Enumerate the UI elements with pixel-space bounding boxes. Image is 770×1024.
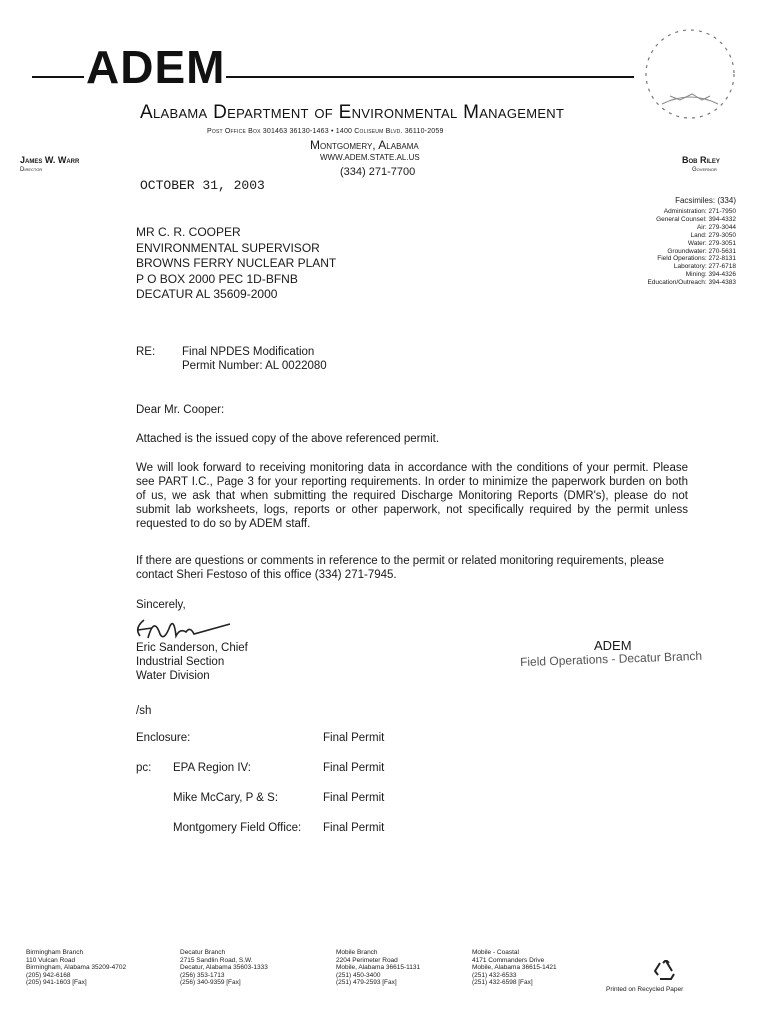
received-stamp-office: Field Operations - Decatur Branch: [519, 648, 703, 670]
fax-line: Groundwater: 270-5631: [667, 247, 736, 255]
addressee-line: ENVIRONMENTAL SUPERVISOR: [136, 240, 320, 255]
copy-item: Final Permit: [323, 762, 385, 774]
facsimiles-heading: Facsimiles: (334): [675, 196, 736, 205]
addressee-line: MR C. R. COOPER: [136, 225, 241, 239]
footer-branch-birmingham: [26, 949, 126, 987]
footer-branch-mobile-coastal: [472, 949, 557, 987]
footer-branch-mobile: [336, 949, 420, 987]
governor-name: Bob Riley: [682, 155, 720, 165]
facsimiles-list: [647, 208, 736, 287]
agency-website: WWW.ADEM.STATE.AL.US: [320, 153, 420, 162]
copy-recipient: Montgomery Field Office:: [173, 822, 302, 834]
enclosure-value: Final Permit: [323, 732, 385, 744]
agency-city: Montgomery, Alabama: [310, 138, 419, 152]
fax-line: General Counsel: 394-4332: [656, 215, 736, 223]
logo-rule-right: [226, 76, 634, 78]
branch-line: (256) 353-1713: [180, 971, 225, 979]
branch-line: (205) 941-1603 [Fax]: [26, 979, 87, 986]
fax-line: Education/Outreach: 394-4383: [647, 279, 736, 287]
fax-line: Administration: 271-7950: [663, 208, 736, 215]
branch-line: Birmingham Branch: [26, 949, 84, 956]
fax-line: Field Operations: 272-8131: [657, 255, 736, 263]
footer-branch-decatur: [180, 949, 268, 987]
copy-item: Final Permit: [323, 822, 385, 834]
received-stamp-title: ADEM: [594, 638, 632, 653]
fax-line: Land: 279-3050: [690, 231, 736, 239]
signer-block: [136, 641, 248, 683]
branch-line: Decatur Branch: [180, 949, 226, 956]
fax-line: Water: 279-3051: [687, 239, 736, 247]
subject: [182, 345, 327, 373]
fax-line: Laboratory: 277-6718: [673, 263, 736, 271]
branch-line: Mobile - Coastal: [472, 949, 519, 956]
re-label: RE:: [136, 346, 156, 358]
branch-line: 4171 Commanders Drive: [472, 956, 545, 964]
pc-label: pc:: [136, 762, 152, 774]
director-name: James W. Warr: [20, 155, 80, 165]
branch-line: (251) 450-3400: [336, 971, 381, 979]
branch-line: (205) 942-6168: [26, 971, 71, 979]
recycled-paper-note: Printed on Recycled Paper: [606, 986, 684, 993]
addressee-line: DECATUR AL 35609-2000: [136, 287, 278, 301]
branch-line: 110 Vulcan Road: [26, 956, 76, 964]
adem-logo: ADEM: [86, 41, 226, 93]
addressee-line: P O BOX 2000 PEC 1D-BFNB: [136, 271, 298, 286]
branch-line: 2715 Sandlin Road, S.W.: [180, 956, 253, 964]
addressee-line: BROWNS FERRY NUCLEAR PLANT: [136, 256, 337, 270]
permit-number: Permit Number: AL 0022080: [182, 360, 327, 372]
copy-recipient: EPA Region IV:: [173, 762, 251, 774]
letter-date: OCTOBER 31, 2003: [140, 178, 265, 193]
governor-title: Governor: [692, 167, 717, 173]
paragraph-1: Attached is the issued copy of the above referenced permit.: [136, 433, 440, 445]
branch-line: Decatur, Alabama 35603-1333: [180, 964, 268, 971]
branch-line: Mobile Branch: [336, 949, 378, 956]
fax-line: Mining: 394-4326: [685, 271, 736, 279]
agency-phone: (334) 271-7700: [340, 166, 416, 178]
agency-name: Alabama Department of Environmental Management: [140, 102, 565, 123]
copy-recipient: Mike McCary, P & S:: [173, 792, 279, 804]
branch-line: (251) 432-6533: [472, 971, 517, 979]
state-seal-icon: [640, 20, 740, 128]
branch-line: 2204 Perimeter Road: [336, 956, 398, 964]
signer-name: Eric Sanderson, Chief: [136, 642, 248, 654]
subject-line: Final NPDES Modification: [182, 346, 315, 358]
branch-line: (251) 479-2593 [Fax]: [336, 979, 397, 986]
branch-line: Mobile, Alabama 36615-1421: [472, 964, 557, 971]
paragraph-3: If there are questions or comments in reference to the permit or related monitoring requirements, please contact Sheri Festoso of this office (334) 271-7945.: [136, 555, 664, 581]
branch-line: (256) 340-9359 [Fax]: [180, 979, 241, 986]
enclosure-label: Enclosure:: [136, 732, 191, 744]
branch-line: Mobile, Alabama 36615-1131: [336, 964, 421, 971]
director-title: Director: [20, 167, 43, 173]
typist-initials: /sh: [136, 705, 152, 717]
recycle-icon: [654, 960, 678, 982]
salutation: Dear Mr. Cooper:: [136, 404, 225, 416]
branch-line: (251) 432-6598 [Fax]: [472, 979, 533, 986]
copy-item: Final Permit: [323, 792, 385, 804]
fax-line: Air: 279-3044: [696, 223, 736, 231]
signer-division: Water Division: [136, 670, 210, 682]
logo-rule-left: [32, 76, 84, 78]
branch-line: Birmingham, Alabama 35209-4702: [26, 964, 127, 971]
paragraph-2: We will look forward to receiving monitoring data in accordance with the conditions of your permit. Please see PART I.C., Page 3 for your reporting requirements. In order to minimize the paperwork burden on both of us, we ask that when submitting the required Discharge Monitoring Reports (DMR's), please do not submit lab worksheets, logs, reports or other paperwork, not specifically required by the permit unless requested to do so by ADEM staff.: [136, 462, 688, 530]
closing: Sincerely,: [136, 599, 186, 611]
addressee-block: [136, 225, 336, 303]
mailing-address: Post Office Box 301463 36130-1463 • 1400 Coliseum Blvd. 36110-2059: [207, 128, 444, 135]
signer-section: Industrial Section: [136, 656, 225, 668]
